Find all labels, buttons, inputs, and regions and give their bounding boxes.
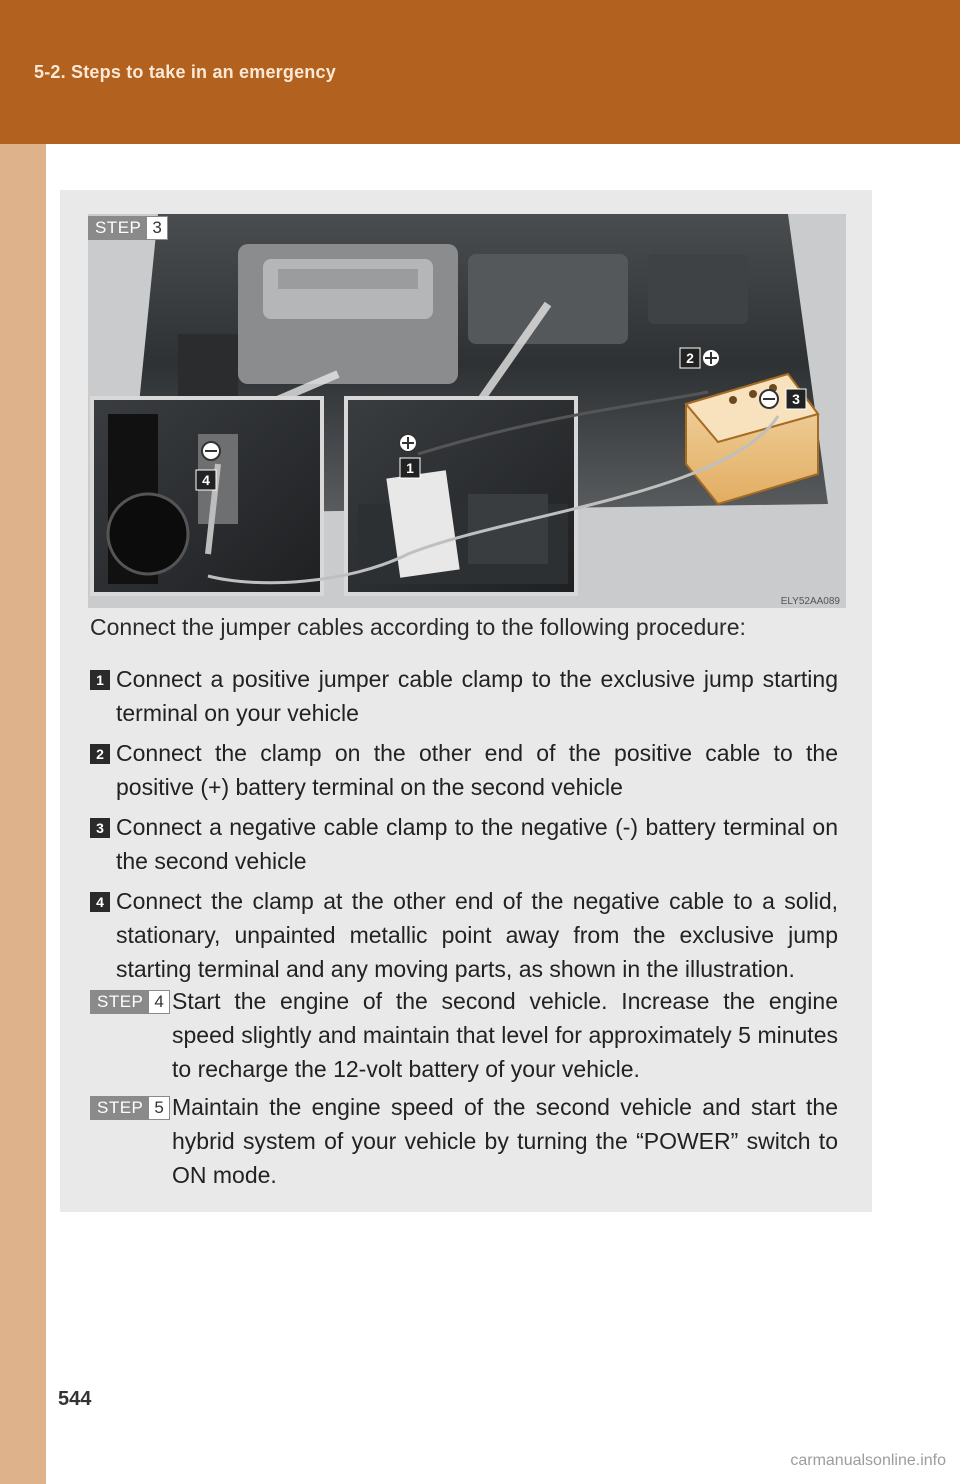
step-number: 4 <box>149 991 168 1013</box>
step-text: Start the engine of the second vehicle. Increase the engine speed slightly and maintain that level for approximately 5 minutes to recharge the 12-volt battery of your vehicle. <box>172 988 838 1082</box>
image-code: ELY52AA089 <box>780 596 840 607</box>
sub-step-marker: 3 <box>90 818 110 838</box>
svg-text:3: 3 <box>792 391 800 407</box>
fuse-box <box>468 254 628 344</box>
sub-step-text: Connect the clamp at the other end of the negative cable to a solid, stationary, unpainted metallic point away from the exclusive jump starting terminal and any moving parts, as shown in the illustration. <box>116 888 838 982</box>
page-header <box>0 0 960 144</box>
watermark: carmanualsonline.info <box>790 1452 946 1469</box>
callout-3 <box>786 389 806 409</box>
procedure-panel <box>60 190 872 1212</box>
callout-1 <box>400 458 420 478</box>
callout-4 <box>196 470 216 490</box>
side-margin-strip <box>0 144 46 1484</box>
svg-text:2: 2 <box>686 350 694 366</box>
svg-text:1: 1 <box>406 460 414 476</box>
page-number: 544 <box>58 1388 92 1410</box>
sub-step-text: Connect a negative cable clamp to the negative (-) battery terminal on the second vehicle <box>116 814 838 874</box>
step-label: STEP <box>91 1097 149 1119</box>
step-number: 5 <box>149 1097 168 1119</box>
sub-step-text: Connect a positive jumper cable clamp to the exclusive jump starting terminal on your vehicle <box>116 666 838 726</box>
step-number: 3 <box>147 217 166 239</box>
step-5-tag <box>90 1096 170 1120</box>
svg-text:4: 4 <box>202 472 210 488</box>
step-label: STEP <box>91 991 149 1013</box>
section-title: 5-2. Steps to take in an emergency <box>34 62 336 82</box>
sub-step-text: Connect the clamp on the other end of the positive cable to the positive (+) battery terminal on the second vehicle <box>116 740 838 800</box>
step-label: STEP <box>89 217 147 239</box>
sub-step-marker: 1 <box>90 670 110 690</box>
step-3-tag <box>88 216 168 240</box>
jump-start-illustration <box>88 214 846 608</box>
step-text: Maintain the engine speed of the second vehicle and start the hybrid system of your vehicle by turning the “POWER” switch to ON mode. <box>172 1094 838 1188</box>
procedure-intro: Connect the jumper cables according to the following procedure: <box>90 614 746 640</box>
sub-step-marker: 4 <box>90 892 110 912</box>
callout-2 <box>680 348 700 368</box>
step-4-tag <box>90 990 170 1014</box>
sub-step-marker: 2 <box>90 744 110 764</box>
